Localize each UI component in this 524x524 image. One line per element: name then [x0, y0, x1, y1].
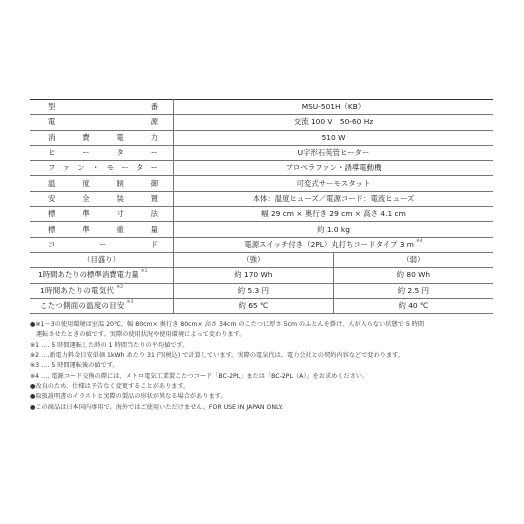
spec-label [30, 176, 174, 191]
spec-row [30, 100, 493, 115]
spec-label [30, 191, 174, 206]
usage-label [30, 298, 174, 313]
label-char: ー [99, 239, 107, 249]
label-char: ヒ [48, 148, 56, 158]
spec-label-text [30, 207, 173, 221]
usage-strong-value-text: 約 5.3 円 [237, 285, 269, 295]
spec-value [174, 130, 494, 145]
label-char: 寸 [116, 209, 124, 219]
label-char: ー [121, 163, 129, 173]
label-char: 置 [150, 193, 158, 203]
label-char: 標 [48, 224, 56, 234]
weak-header-text: （弱） [402, 255, 425, 265]
spec-label [30, 207, 174, 222]
spec-label-text [30, 192, 173, 206]
label-char: ・ [91, 163, 100, 173]
label-char: 度 [82, 178, 90, 188]
spec-label-text [30, 146, 173, 160]
usage-weak-value-text: 約 40 ℃ [398, 301, 429, 310]
usage-label-text: こたつ側面の温度の目安 [40, 301, 125, 310]
spec-value-text: 本体：温度ヒューズ／電源コード：電流ヒューズ [252, 193, 415, 203]
spec-value [174, 161, 494, 176]
spec-label-text [30, 131, 173, 145]
note-line: 運転させたときの値です。実際の使用状況や使用環境によって変わります。 [36, 331, 246, 339]
spec-label-text [30, 223, 173, 237]
note-line: ●取扱説明書のイラストと実際の製品の形状が異なる場合があります。 [30, 393, 227, 401]
usage-label [30, 268, 174, 283]
label-char: ー [150, 148, 158, 158]
spec-value [174, 237, 494, 252]
spec-row [30, 191, 493, 206]
spec-row [30, 222, 493, 237]
note-line: ●改良のため、仕様は予告なく変更することがあります。 [30, 382, 190, 390]
note-line: ※4 ‥‥ 電源コード交換の際には、メトロ電気工業製こたつコード「BC-2PL」または「BC-2PL（A）」をお求めください。 [30, 372, 369, 380]
spec-row [30, 237, 493, 252]
label-char: ァ [62, 163, 71, 173]
note-line: ※2 ‥‥新電力料金目安単価 1kWh あたり 31 円(税込) で計算しています。実際の電気代は、電力会社との契約内容などで変わります。 [30, 352, 405, 360]
spec-value-text: 交流 100 V 50-60 Hz [293, 117, 374, 127]
spec-label-text [30, 238, 173, 252]
spec-row [30, 130, 493, 145]
spec-row [30, 176, 493, 191]
footnote-ref: ※2 [116, 284, 124, 290]
spec-row [30, 115, 493, 130]
spec-row [30, 207, 493, 222]
label-char: 源 [150, 117, 158, 127]
note-line: ●この商品は日本国内専用で、海外ではご使用いただけません。FOR USE IN JAPAN ONLY. [30, 403, 284, 411]
usage-row [30, 283, 493, 298]
spec-value [174, 115, 494, 130]
spec-label [30, 237, 174, 252]
label-char: 法 [150, 209, 158, 219]
spec-value [174, 145, 494, 160]
spec-label [30, 130, 174, 145]
spec-table-body [30, 100, 493, 314]
weak-header [333, 252, 493, 267]
spec-value [174, 222, 494, 237]
usage-label [30, 283, 174, 298]
label-char: 制 [116, 178, 124, 188]
label-char: モ [106, 163, 115, 173]
label-char: タ [116, 148, 124, 158]
label-char: 御 [150, 178, 158, 188]
label-char: 量 [150, 224, 158, 234]
usage-label-text: 1時間あたりの電気代 [40, 285, 115, 295]
label-char: ー [150, 163, 158, 173]
usage-weak-value-text: 約 80 Wh [396, 270, 431, 280]
label-char: コ [48, 239, 56, 249]
label-char: 重 [116, 224, 124, 234]
spec-row [30, 161, 493, 176]
spec-value-text: 510 W [321, 132, 346, 142]
note-line: ※1 ‥‥ 5 時間運転した時の 1 時間当たりの平均値です。 [30, 341, 189, 349]
usage-strong-value-text: 約 170 Wh [234, 270, 273, 280]
spec-label [30, 161, 174, 176]
label-char: 力 [150, 132, 158, 142]
label-char: 番 [150, 102, 158, 112]
label-char: 準 [82, 209, 90, 219]
spec-label-text [30, 100, 173, 114]
spec-value-text: プロペラファン・誘導電動機 [285, 163, 382, 173]
spec-label [30, 222, 174, 237]
usage-weak-value [333, 268, 493, 283]
footnote-ref: ※4 [416, 238, 423, 244]
usage-header-label [30, 252, 174, 267]
label-char: 費 [82, 132, 90, 142]
label-char: 電 [48, 117, 56, 127]
spec-label-text [30, 115, 173, 129]
usage-header-label-text: （目盛り） [83, 255, 120, 265]
usage-strong-value [174, 283, 334, 298]
usage-label-text: 1時間あたりの標準消費電力量 [38, 270, 139, 280]
label-char: 消 [48, 132, 56, 142]
spec-value-text: 可変式サーモスタット [296, 178, 371, 188]
label-char: 標 [48, 209, 56, 219]
note-line: ●※1～3の使用環境は室温 20℃、幅 80cm× 奥行き 80cm× 高さ 34cm のこたつに厚さ 5cm のふとんを掛け、人が入らない状態で 5 時間 [30, 321, 425, 329]
usage-strong-value-text: 約 65 ℃ [238, 301, 269, 310]
label-char: 安 [48, 193, 56, 203]
label-char: フ [48, 163, 56, 173]
spec-value [174, 100, 494, 115]
label-char: 型 [48, 102, 56, 112]
strong-header [174, 252, 334, 267]
spec-value-text: U字形石英管ヒーター [297, 148, 370, 158]
footnote-ref: ※3 [126, 300, 134, 305]
spec-sheet [30, 99, 493, 413]
spec-value-text: 約 1.0 kg [317, 224, 350, 234]
label-char: 全 [82, 193, 90, 203]
spec-label-text [30, 161, 173, 175]
usage-strong-value [174, 298, 334, 313]
usage-weak-value [333, 283, 493, 298]
spec-label [30, 100, 174, 115]
strong-header-text: （強） [242, 255, 265, 265]
note-line: ※3 ‥‥ 5 時間運転後の値です。 [30, 362, 119, 370]
spec-value-text: 電源スイッチ付き（2PL）丸打ちコードタイプ 3 m [244, 239, 414, 249]
spec-label [30, 145, 174, 160]
label-char: 電 [116, 132, 124, 142]
label-char: タ [135, 163, 144, 173]
label-char: ー [82, 148, 90, 158]
notes-section [30, 320, 493, 413]
spec-value [174, 176, 494, 191]
usage-row [30, 298, 493, 313]
label-char: ド [150, 239, 158, 249]
spec-value [174, 207, 494, 222]
usage-weak-value-text: 約 2.5 円 [397, 285, 429, 295]
label-char: 温 [48, 178, 56, 188]
spec-label-text [30, 177, 173, 191]
spec-label [30, 115, 174, 130]
spec-value-text: 幅 29 cm × 奥行き 29 cm × 高さ 4.1 cm [261, 209, 406, 219]
usage-header-row [30, 252, 493, 267]
spec-row [30, 145, 493, 160]
footnote-ref: ※1 [140, 269, 148, 275]
label-char: ン [77, 163, 85, 173]
usage-row [30, 268, 493, 283]
spec-value-text: MSU-501H（KB） [301, 102, 366, 112]
label-char: 装 [116, 193, 124, 203]
spec-value [174, 191, 494, 206]
usage-weak-value [333, 298, 493, 313]
usage-strong-value [174, 268, 334, 283]
label-char: 準 [82, 224, 90, 234]
spec-table [30, 99, 493, 314]
